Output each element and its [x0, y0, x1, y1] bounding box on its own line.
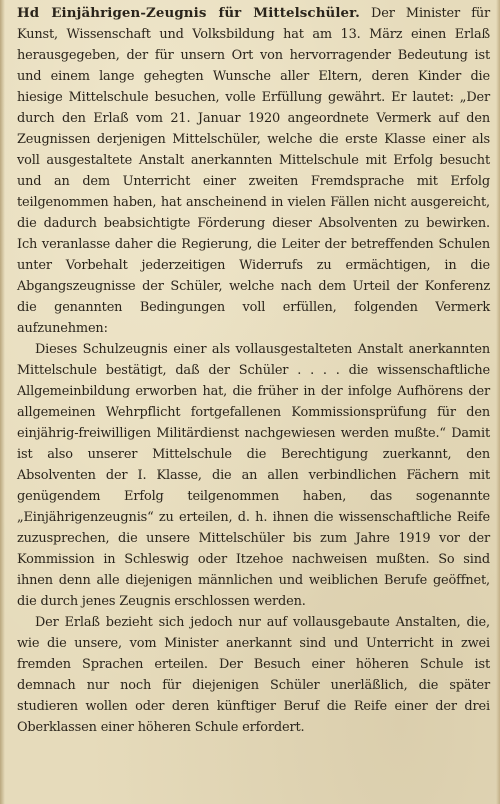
article-body	[17, 3, 490, 738]
article-paragraph-2: Dieses Schulzeugnis einer als vollausgestalteten Anstalt anerkannten Mittelschule bestätigt, daß der Schüler . . . . die wissenschaftliche Allgemeinbildung erworben hat, die früher in der infolge Aufhörens der allgemeinen Wehrpflicht fortgefallenen Kommissionsprüfung für den einjährig-freiwilligen Militärdienst nachgewiesen werden mußte.“ Damit ist also unserer Mittelschule die Berechtigung zuerkannt, den Absolventen der I. Klasse, die an allen verbindlichen Fächern mit genügendem Erfolg teilgenommen haben, das sogenannte „Einjährigenzeugnis“ zu erteilen, d. h. ihnen die wissenschaftliche Reife zuzusprechen, die unsere Mittelschüler bis zum Jahre 1919 vor der Kommission in Schleswig oder Itzehoe nachweisen mußten. So sind ihnen denn alle diejenigen männlichen und weiblichen Berufe geöffnet, die durch jenes Zeugnis erschlossen werden.	[17, 342, 490, 609]
paper-edge-left	[0, 0, 5, 804]
article-paragraph-3: Der Erlaß bezieht sich jedoch nur auf vollausgebaute Anstalten, die, wie die unsere, vom Minister anerkannt sind und Unterricht in zwei fremden Sprachen erteilen. Der Besuch einer höheren Schule ist demnach nur noch für diejenigen Schüler unerläßlich, die später studieren wollen oder deren künftiger Beruf die Reife einer der drei Oberklassen einer höheren Schule erfordert.	[17, 615, 490, 735]
paragraph-text: Der Minister für Kunst, Wissenschaft und Volksbildung hat am 13. März einen Erlaß herausgegeben, der für unsern Ort von hervorragender Bedeutung ist und einem lange gehegten Wunsche aller Eltern, deren Kinder die hiesige Mittelschule besuchen, volle Erfüllung gewährt. Er lautet: „Der durch den Erlaß vom 21. Januar 1920 angeordnete Vermerk auf den Zeugnissen derjenigen Mittelschüler, welche die erste Klasse einer als voll ausgestaltete Anstalt anerkannten Mittelschule mit Erfolg besucht und an dem Unterricht einer zweiten Fremdsprache mit Erfolg teilgenommen haben, hat anscheinend in vielen Fällen nicht ausgereicht, die dadurch beabsichtigte Förderung dieser Absolventen zu bewirken. Ich veranlasse daher die Regierung, die Leiter der betreffenden Schulen unter Vorbehalt jederzeitigen Widerrufs zu ermächtigen, in die Abgangszeugnisse der Schüler, welche nach dem Urteil der Konferenz die genannten Bedingungen voll erfüllen, folgenden Vermerk aufzunehmen:	[17, 6, 490, 336]
article-headline: Hd Einjährigen-Zeugnis für Mittelschüler.	[17, 5, 360, 21]
paper-edge-right	[496, 0, 500, 804]
article-paragraph-1	[17, 3, 490, 339]
